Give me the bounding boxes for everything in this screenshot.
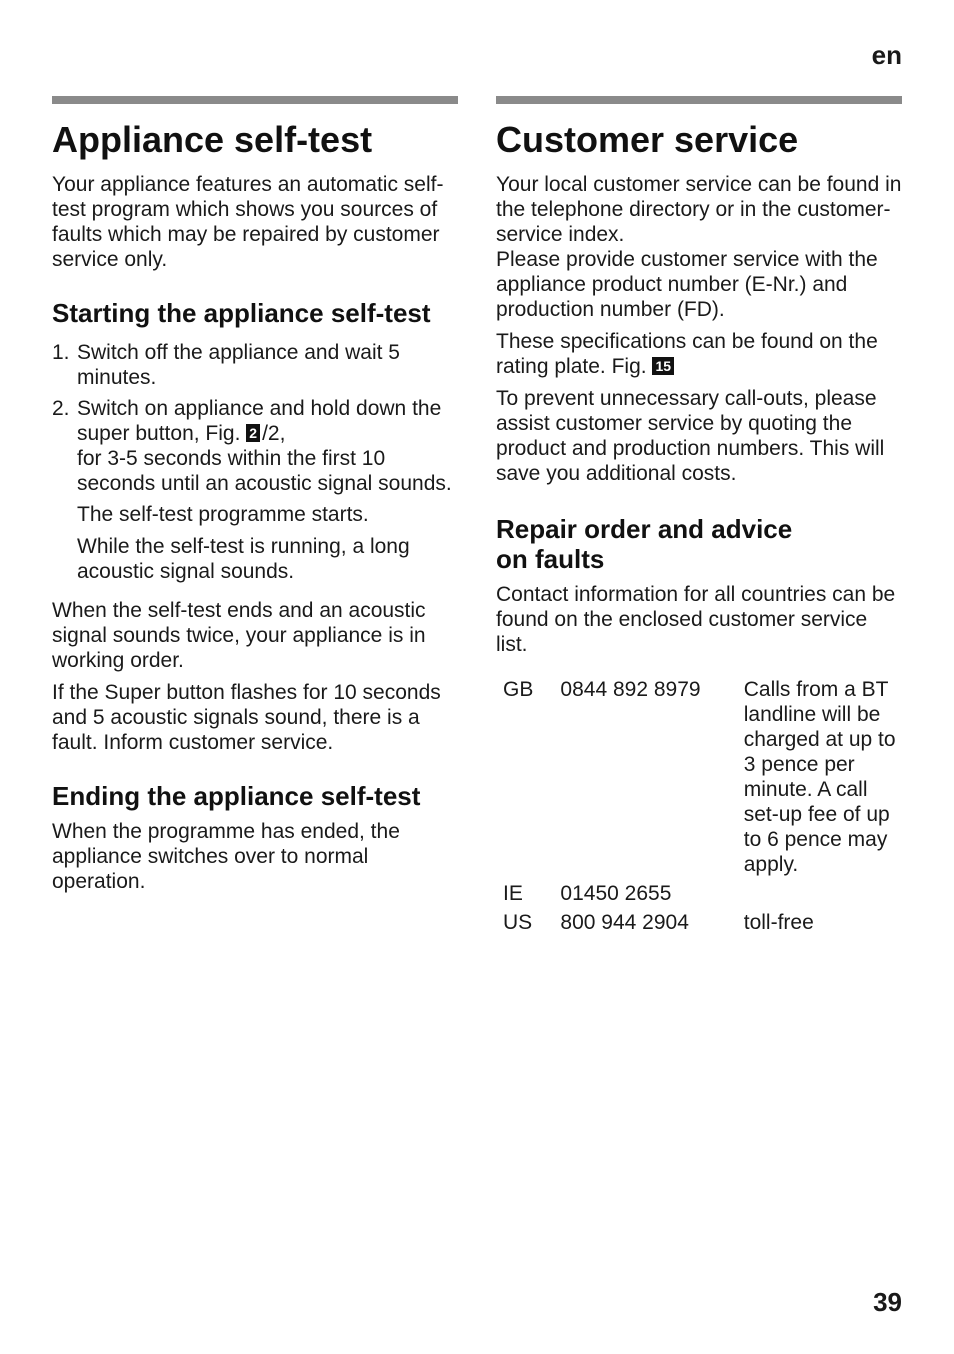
spec-text: These specifications can be found on the rating plate. Fig. xyxy=(496,330,878,378)
section-title: Customer service xyxy=(496,119,799,160)
table-row xyxy=(503,906,902,935)
repair-heading xyxy=(496,514,902,574)
steps-list xyxy=(52,340,458,496)
country-cell: IE xyxy=(503,882,523,905)
ok-paragraph: When the self-test ends and an acoustic signal sounds twice, your appliance is in working order. xyxy=(52,599,426,672)
fault-paragraph: If the Super button flashes for 10 seconds and 5 acoustic signals sound, there is a fault. Inform customer service. xyxy=(52,681,441,754)
contacts-table xyxy=(503,677,902,935)
ending-heading: Ending the appliance self-test xyxy=(52,781,421,811)
note-cell: Calls from a BT landline will be charged at up to 3 pence per minute. A call set-up fee of up to 6 pence may apply. xyxy=(743,678,896,876)
page-number: 39 xyxy=(873,1287,902,1317)
repair-heading-line: on faults xyxy=(496,544,605,574)
number-cell: 800 944 2904 xyxy=(560,911,689,934)
starting-heading: Starting the appliance self-test xyxy=(52,298,431,328)
step-text-cont: for 3-5 seconds within the first 10 seconds until an acoustic signal sounds. xyxy=(77,447,452,495)
spec-paragraph xyxy=(496,329,902,379)
table-row xyxy=(503,677,902,877)
step-number: 2. xyxy=(52,397,70,420)
step-text-suffix: /2, xyxy=(262,422,286,445)
result-text: The self-test programme starts. xyxy=(77,503,369,526)
table-row xyxy=(503,877,902,906)
step-text: Switch on appliance and hold down the super button, Fig. xyxy=(77,397,442,445)
section-rule xyxy=(496,96,902,104)
number-cell: 01450 2655 xyxy=(560,882,672,905)
figure-ref-icon: 15 xyxy=(652,357,674,375)
number-cell: 0844 892 8979 xyxy=(560,678,701,701)
language-tag: en xyxy=(871,40,902,70)
note-cell: toll-free xyxy=(743,911,814,934)
list-item xyxy=(52,396,458,496)
ending-paragraph: When the programme has ended, the appliance switches over to normal operation. xyxy=(52,820,400,893)
intro-paragraph: Your appliance features an automatic self-test program which shows you sources of faults which may be repaired by customer service only. xyxy=(52,173,444,271)
repair-paragraph: Contact information for all countries can be found on the enclosed customer service list. xyxy=(496,583,896,656)
customer-service-section xyxy=(496,96,902,935)
appliance-self-test-section xyxy=(52,96,458,894)
country-cell: US xyxy=(503,911,533,934)
step-text: Switch off the appliance and wait 5 minutes. xyxy=(77,341,400,389)
step-number: 1. xyxy=(52,341,70,364)
callouts-paragraph: To prevent unnecessary call-outs, please assist customer service by quoting the product and production numbers. This will save you additional costs. xyxy=(496,387,885,485)
result-text: While the self-test is running, a long acoustic signal sounds. xyxy=(77,535,410,583)
figure-ref-icon: 2 xyxy=(246,424,260,442)
intro-paragraph: Your local customer service can be found in the telephone directory or in the customer-service index. xyxy=(496,173,902,246)
section-rule xyxy=(52,96,458,104)
intro-paragraph-2: Please provide customer service with the appliance product number (E-Nr.) and production number (FD). xyxy=(496,248,878,321)
section-title: Appliance self-test xyxy=(52,119,373,160)
repair-heading-line: Repair order and advice xyxy=(496,514,793,544)
country-cell: GB xyxy=(503,678,534,701)
list-item xyxy=(52,340,458,390)
note-cell xyxy=(744,877,902,906)
